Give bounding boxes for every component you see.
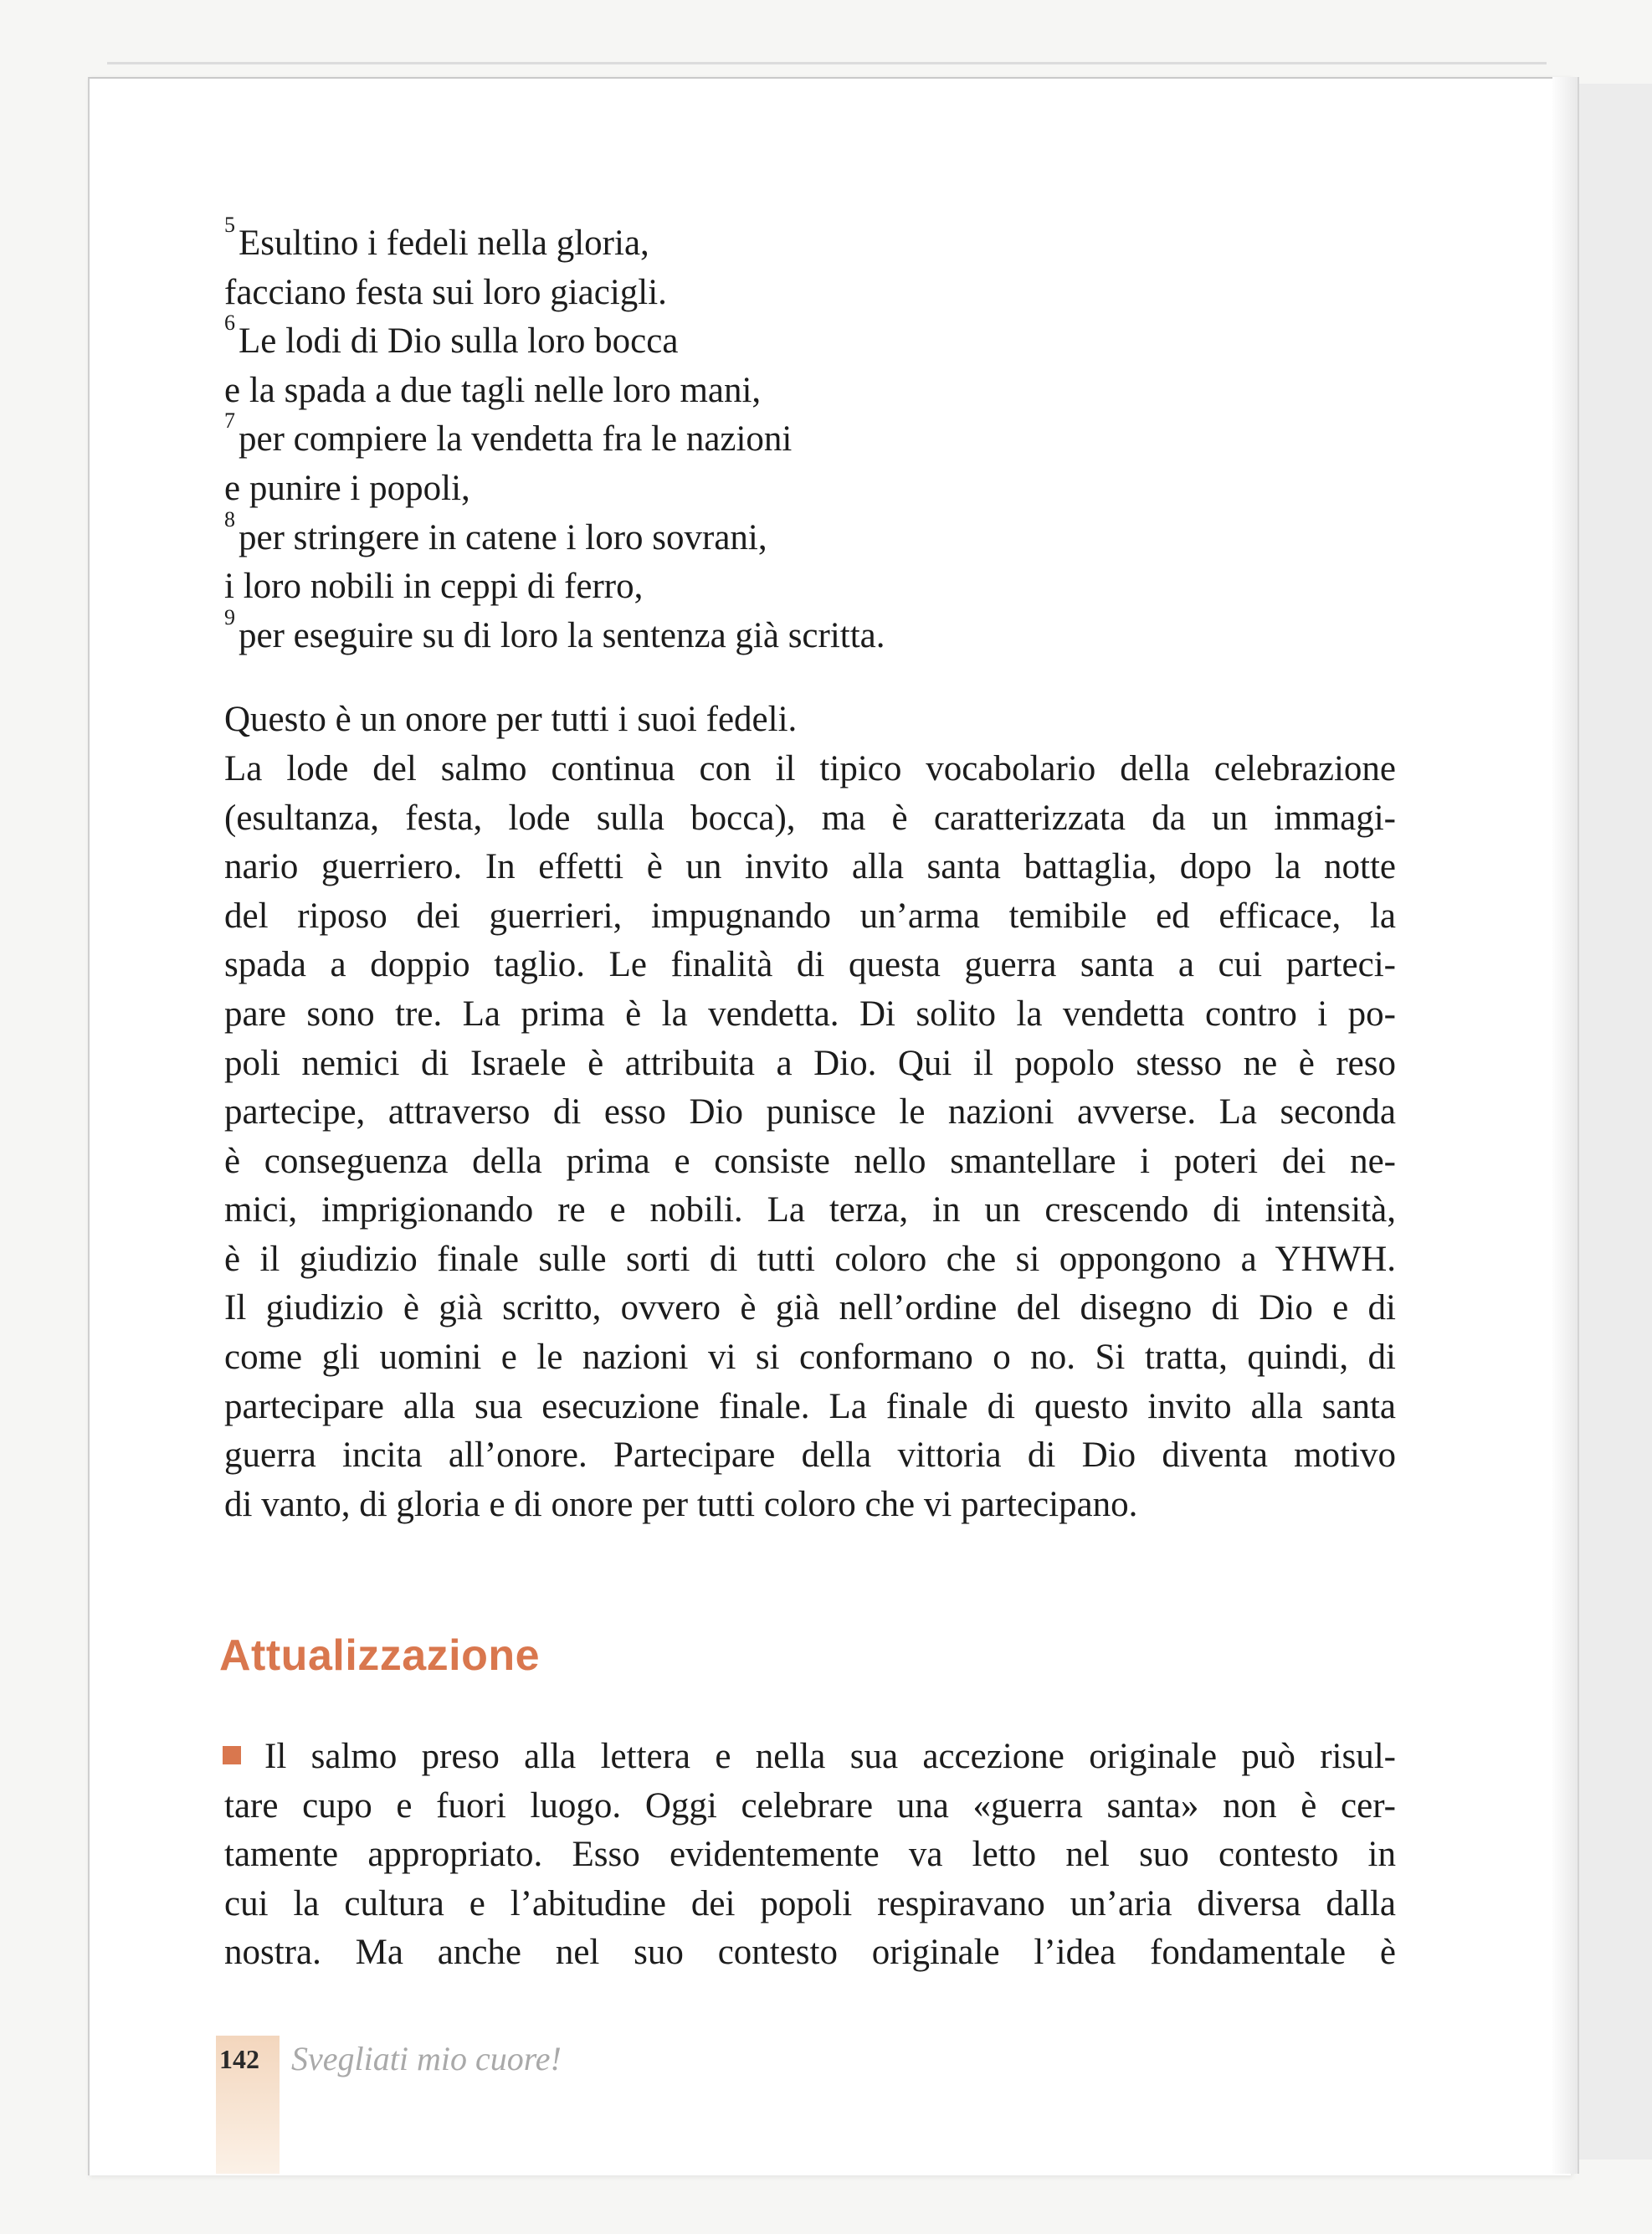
commentary-paragraph <box>224 696 1396 1529</box>
verse-number: 5 <box>224 213 235 237</box>
verse-line <box>224 465 1396 514</box>
bullet-paragraph <box>224 1733 1396 1978</box>
verse-text: e la spada a due tagli nelle loro mani, <box>224 370 762 410</box>
page-edge <box>1552 77 1579 2174</box>
bullet-line: tamente appropriato. Esso evidentemente va letto nel suo contesto in <box>224 1835 1396 1875</box>
commentary-line: mici, imprigionando re e nobili. La terza, in un crescendo di intensità, <box>224 1190 1396 1230</box>
commentary-line: è conseguenza della prima e consiste nello smantellare i poteri dei ne- <box>224 1141 1396 1181</box>
page-body <box>224 213 1396 1529</box>
verse-line <box>224 604 1396 661</box>
bullet-line: nostra. Ma anche nel suo contesto originale l’idea fondamentale è <box>224 1933 1396 1973</box>
commentary-line: nario guerriero. In effetti è un invito alla santa battaglia, dopo la notte <box>224 847 1396 887</box>
verse-line <box>224 408 1396 465</box>
page-shadow-line <box>107 62 1547 64</box>
verse-number: 8 <box>224 506 235 532</box>
verse-number: 9 <box>224 604 235 629</box>
commentary-line: partecipare alla sua esecuzione finale. La finale di questo invito alla santa <box>224 1386 1396 1426</box>
bullet-text <box>224 1733 1396 1978</box>
commentary-line: poli nemici di Israele è attribuita a Dio. Qui il popolo stesso ne è reso <box>224 1043 1396 1083</box>
verse-line <box>224 367 1396 416</box>
verse-line <box>224 311 1396 367</box>
running-title: Svegliati mio cuore! <box>291 2040 562 2077</box>
commentary-line: La lode del salmo continua con il tipico vocabolario della celebrazione <box>224 748 1396 788</box>
background-strip <box>1578 84 1652 2160</box>
verse-number: 7 <box>224 408 235 434</box>
commentary-line: di vanto, di gloria e di onore per tutti coloro che vi partecipano. <box>224 1484 1138 1524</box>
verse-text: Le lodi di Dio sulla loro bocca <box>239 321 679 362</box>
bullet-square-icon <box>223 1746 241 1764</box>
verse-line <box>224 269 1396 318</box>
section-title: Attualizzazione <box>219 1631 541 1680</box>
verse-text: per stringere in catene i loro sovrani, <box>239 517 767 557</box>
verse-line <box>224 506 1396 563</box>
commentary-line: Questo è un onore per tutti i suoi fedeli. <box>224 700 798 740</box>
bullet-line: cui la cultura e l’abitudine dei popoli respiravano un’aria diversa dalla <box>224 1883 1396 1923</box>
bullet-line: Il salmo preso alla lettera e nella sua accezione originale può risul- <box>264 1737 1396 1776</box>
verse-text: facciano festa sui loro giacigli. <box>224 272 667 312</box>
commentary-line: (esultanza, festa, lode sulla bocca), ma è caratterizzata da un immagi- <box>224 798 1396 838</box>
commentary-line: pare sono tre. La prima è la vendetta. Di solito la vendetta contro i po- <box>224 994 1396 1034</box>
verse-text: i loro nobili in ceppi di ferro, <box>224 567 644 607</box>
bullet-line: tare cupo e fuori luogo. Oggi celebrare una «guerra santa» non è cer- <box>224 1785 1396 1826</box>
commentary-line: come gli uomini e le nazioni vi si conformano o no. Si tratta, quindi, di <box>224 1338 1396 1378</box>
verse-line <box>224 562 1396 612</box>
verse-number: 6 <box>224 311 235 336</box>
commentary-line: guerra incita all’onore. Partecipare della vittoria di Dio diventa motivo <box>224 1435 1396 1476</box>
commentary-line: partecipe, attraverso di esso Dio punisce le nazioni avverse. La seconda <box>224 1092 1396 1132</box>
verse-text: per compiere la vendetta fra le nazioni <box>239 419 793 460</box>
spacer <box>224 660 1396 696</box>
verse-text: e punire i popoli, <box>224 468 470 508</box>
commentary-line: del riposo dei guerrieri, impugnando un’arma temibile ed efficace, la <box>224 896 1396 936</box>
verse-text: Esultino i fedeli nella gloria, <box>239 223 649 263</box>
commentary-line: Il giudizio è già scritto, ovvero è già nell’ordine del disegno di Dio e di <box>224 1288 1396 1328</box>
commentary-line: è il giudizio finale sulle sorti di tutti coloro che si oppongono a YHWH. <box>224 1239 1396 1279</box>
psalm-verses <box>224 213 1396 660</box>
verse-text: per eseguire su di loro la sentenza già scritta. <box>239 615 885 655</box>
commentary-line: spada a doppio taglio. Le finalità di questa guerra santa a cui parteci- <box>224 945 1396 985</box>
page-number: 142 <box>219 2044 259 2074</box>
verse-line <box>224 213 1396 269</box>
